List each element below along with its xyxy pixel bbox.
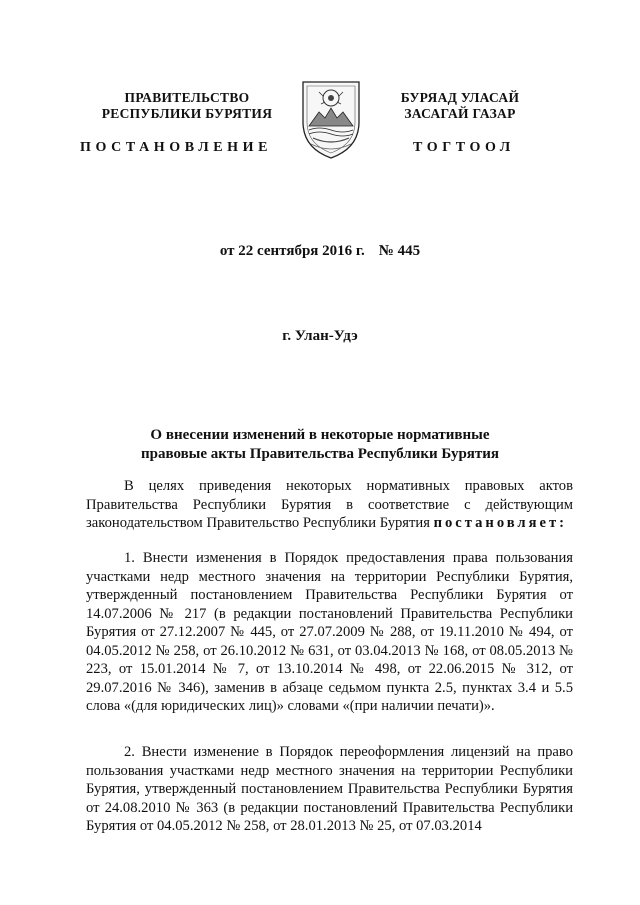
- preamble-text: В целях приведения некоторых нормативных правовых актов Правительства Республики Бурятия в соответствие с действующим законодательством Правительство Республики Бурятия: [86, 478, 573, 531]
- issuer-line: БУРЯАД УЛАСАЙ: [400, 90, 520, 105]
- issuer-line: РЕСПУБЛИКИ БУРЯТИЯ: [101, 106, 273, 121]
- title-line: правовые акты Правительства Республики Бурятия: [140, 446, 500, 462]
- paragraph: 1. Внести изменения в Порядок предоставления права пользования участками недр местного значения на территории Республики Бурятия, утвержденный постановлением Правительства Республики Бурятия от 14.07.2006 № 217 (в редакции постановлений Правительства Республики Бурятия от 27.12.2007 № 445, от 27.07.2009 № 288, от 19.11.2010 № 494, от 04.05.2012 № 258, от 26.10.2012 № 631, от 03.04.2013 № 168, от 08.05.2013 № 223, от 15.01.2014 № 7, от 13.10.2014 № 498, от 22.06.2015 № 312, от 29.07.2016 № 346), заменив в абзаце седьмом пункта 2.5, пунктах 3.4 и 5.5 слова «(для юридических лиц)» словами «(при наличии печати)».: [86, 550, 573, 714]
- document-number: № 445: [378, 243, 421, 259]
- document-title: [100, 426, 540, 464]
- city: г. Улан-Удэ: [282, 328, 358, 344]
- document-type-bua: ТОГТООЛ: [413, 140, 515, 155]
- issuer-line: ЗАСАГАЙ ГАЗАР: [404, 106, 516, 121]
- preamble: [86, 477, 573, 533]
- coat-of-arms-icon: [297, 78, 365, 160]
- date-number-line: [0, 243, 640, 260]
- preamble-paragraph: [86, 477, 573, 533]
- issuer-line: ПРАВИТЕЛЬСТВО: [124, 90, 250, 105]
- clause-1: [86, 549, 573, 716]
- issuer-name-ru: [88, 90, 286, 122]
- document-type-ru: ПОСТАНОВЛЕНИЕ: [80, 140, 273, 155]
- issuer-name-bua: [376, 90, 544, 122]
- document-date: от 22 сентября 2016 г.: [219, 243, 365, 259]
- clause-2: [86, 743, 573, 836]
- title-line: О внесении изменений в некоторые нормативные: [150, 427, 490, 443]
- paragraph: 2. Внести изменение в Порядок переоформления лицензий на право пользования участками недр местного значения на территории Республики Бурятия, утвержденный постановлением Правительства Республики Бурятия от 24.08.2010 № 363 (в редакции постановлений Правительства Республики Бурятия от 04.05.2012 № 258, от 28.01.2013 № 25, от 07.03.2014: [86, 744, 573, 834]
- resolves-word: постановляет:: [433, 515, 568, 531]
